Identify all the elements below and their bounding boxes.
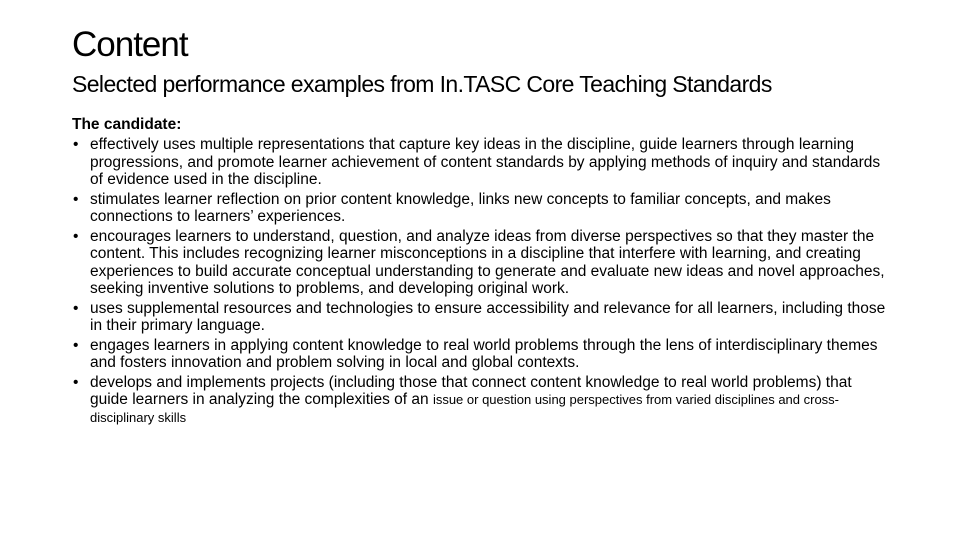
bullet-glyph: •: [73, 136, 79, 153]
bullet-text: engages learners in applying content knowledge to real world problems through the lens of interdisciplinary themes and fosters innovation and problem solving in local and global contexts.: [90, 336, 878, 371]
bullet-item: [72, 191, 892, 226]
bullet-item: [72, 337, 892, 372]
bullet-text-small: issue or question using perspectives from varied disciplines and cross-disciplinary skills: [90, 392, 840, 425]
lead-text: The candidate:: [72, 116, 182, 133]
bullet-text: develops and implements projects (including those that connect content knowledge to real world problems) that guide learners in analyzing the complexities of an: [90, 373, 852, 408]
bullet-glyph: •: [73, 190, 79, 208]
bullet-text: encourages learners to understand, question, and analyze ideas from diverse perspectives so that they master the content. This includes recognizing learner misconceptions in a discipline that interfere with learning, and creating experiences to build accurate conceptual understanding to generate and evaluate new ideas and novel approaches, seeking inventive solutions to problems, and developing original work.: [90, 227, 885, 297]
bullet-text: effectively uses multiple representations that capture key ideas in the discipline, guide learners through learning progressions, and promote learner achievement of content standards by applying methods of inquiry and standards of evidence used in the discipline.: [90, 136, 881, 188]
slide-body: [72, 116, 892, 428]
slide-subtitle: Selected performance examples from In.TASC Core Teaching Standards: [72, 71, 772, 97]
bullet-item: [72, 374, 892, 427]
bullet-glyph: •: [73, 336, 79, 354]
bullet-item: [72, 136, 892, 189]
bullet-item: [72, 300, 892, 335]
slide-title: Content: [72, 25, 188, 64]
bullet-text: stimulates learner reflection on prior content knowledge, links new concepts to familiar concepts, and makes connections to learners’ experiences.: [90, 190, 831, 225]
bullet-text: uses supplemental resources and technologies to ensure accessibility and relevance for all learners, including those in their primary language.: [90, 299, 886, 334]
bullet-glyph: •: [73, 299, 79, 317]
bullet-glyph: •: [73, 227, 79, 245]
bullet-item: [72, 228, 892, 298]
bullet-glyph: •: [73, 373, 79, 391]
bullet-list: [72, 136, 892, 426]
